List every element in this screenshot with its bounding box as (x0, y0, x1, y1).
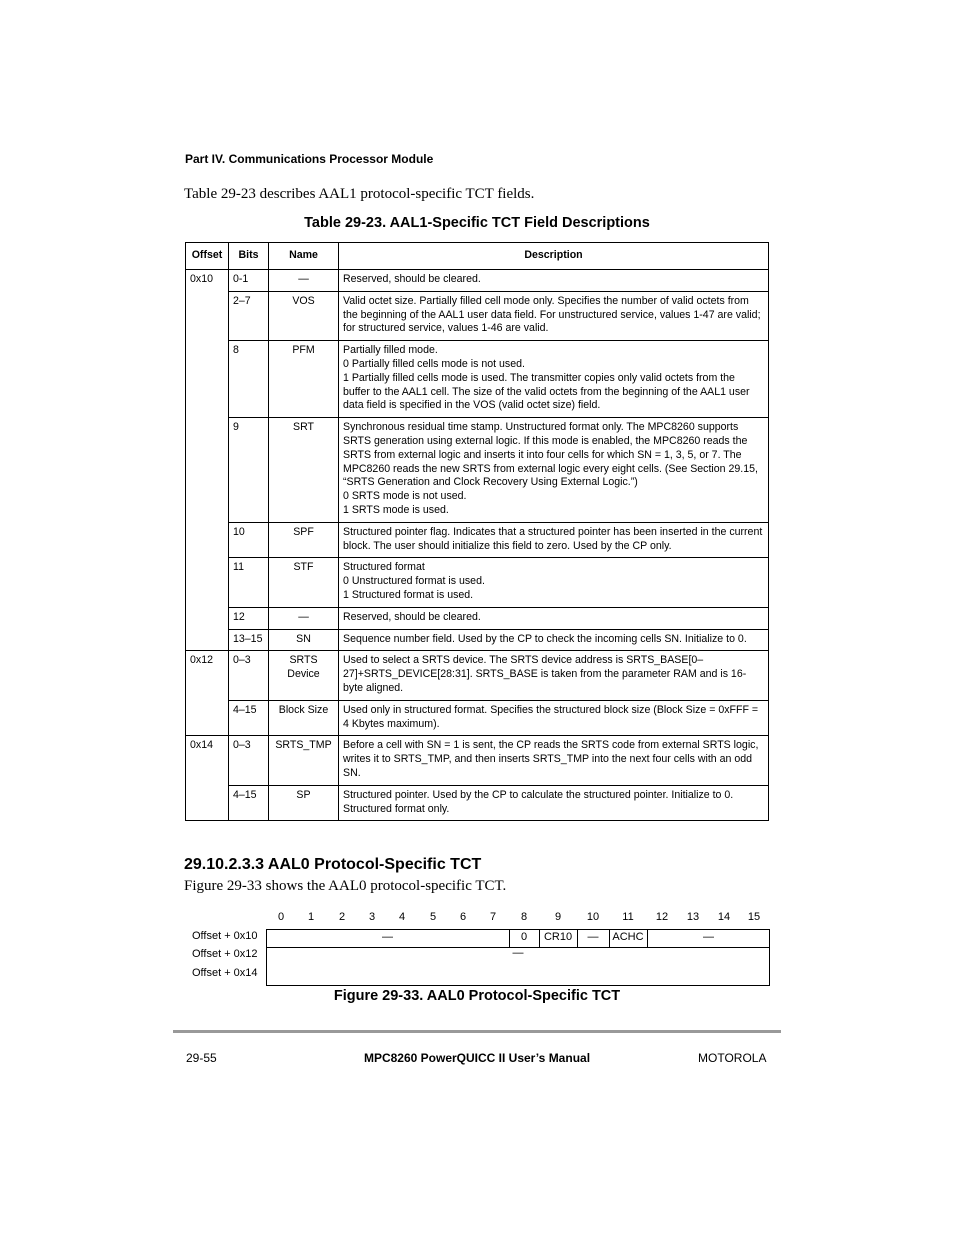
table-row (186, 785, 769, 821)
bits-cell: 0-1 (229, 270, 269, 292)
description-cell (339, 522, 769, 558)
bit-number: 2 (338, 911, 346, 923)
bit-number: 9 (554, 911, 562, 923)
bit-number: 13 (686, 911, 700, 923)
bit-number: 12 (655, 911, 669, 923)
bits-cell: 12 (229, 607, 269, 629)
table-row (186, 270, 769, 292)
column-header-name: Name (269, 243, 339, 270)
description-text: Before a cell with SN = 1 is sent, the CP reads the SRTS code from external SRTS logic, writes it to SRTS_TMP, and then inserts SRTS_TMP into the next four cells with an odd SN. (343, 739, 759, 779)
bit-number: 3 (368, 911, 376, 923)
name-cell: — (269, 607, 339, 629)
reserved-field: — (382, 931, 393, 943)
bits-cell: 2–7 (229, 291, 269, 340)
description-cell (339, 291, 769, 340)
table-row (186, 418, 769, 523)
register-box (266, 929, 770, 986)
bits-cell: 0–3 (229, 736, 269, 785)
bit-number: 8 (520, 911, 528, 923)
name-cell: SPF (269, 522, 339, 558)
offset-cell: 0x12 (186, 651, 229, 736)
description-option: 0 Unstructured format is used. (343, 575, 485, 588)
field-divider (509, 929, 510, 948)
description-option: 1 SRTS mode is used. (343, 503, 449, 516)
row-label: Offset + 0x12 (192, 948, 258, 960)
bit-number: 0 (277, 911, 285, 923)
description-text: Valid octet size. Partially filled cell mode only. Specifies the number of valid octets from the beginning of the AAL1 user data field. For unstructured service, values 1-47 are valid; for structured service, values 1-46 are valid. (343, 294, 761, 335)
bits-cell: 8 (229, 341, 269, 418)
description-cell (339, 341, 769, 418)
bits-cell: 0–3 (229, 651, 269, 700)
bit-number: 11 (622, 911, 634, 923)
table-row (186, 341, 769, 418)
description-cell (339, 418, 769, 523)
field-divider (577, 929, 578, 948)
zero-field: 0 (520, 931, 528, 943)
reserved-field: — (512, 947, 524, 959)
table-row (186, 651, 769, 700)
table-row (186, 607, 769, 629)
manual-title: MPC8260 PowerQUICC II User’s Manual (363, 1051, 591, 1065)
description-cell (339, 607, 769, 629)
description-text: Structured format (343, 561, 425, 574)
bits-cell: 11 (229, 558, 269, 607)
description-option: 1 Partially filled cells mode is used. The transmitter copies only valid octets from the buffer to the AAL1 cell. The size of the valid octets from the beginning of the AAL1 user data field is specified in the VOS (valid octet size) field. (343, 371, 750, 412)
description-text: Reserved, should be cleared. (343, 610, 481, 623)
bit-number: 10 (586, 911, 600, 923)
reserved-field: — (703, 931, 714, 943)
bits-cell: 4–15 (229, 785, 269, 821)
intro-paragraph: Table 29-23 describes AAL1 protocol-specific TCT fields. (184, 186, 535, 202)
section-heading: 29.10.2.3.3 AAL0 Protocol-Specific TCT (184, 856, 482, 873)
bits-cell: 4–15 (229, 700, 269, 736)
description-text: Structured pointer. Used by the CP to calculate the structured pointer. Initialize to 0. Structured format only. (343, 788, 734, 815)
description-cell (339, 736, 769, 785)
bits-cell: 10 (229, 522, 269, 558)
description-cell (339, 651, 769, 700)
bits-cell: 13–15 (229, 629, 269, 651)
name-cell: Block Size (269, 700, 339, 736)
bits-cell: 9 (229, 418, 269, 523)
figure-caption: Figure 29-33. AAL0 Protocol-Specific TCT (333, 988, 621, 1004)
row-divider (266, 947, 770, 948)
field-description-table (185, 242, 769, 821)
description-text: Partially filled mode. (343, 344, 438, 357)
table-header-row (186, 243, 769, 270)
bit-number: 6 (459, 911, 467, 923)
name-cell: PFM (269, 341, 339, 418)
table-caption: Table 29-23. AAL1-Specific TCT Field Descriptions (304, 215, 650, 231)
table-row (186, 700, 769, 736)
row-label: Offset + 0x10 (192, 930, 258, 942)
field-divider (647, 929, 648, 948)
publisher: MOTOROLA (698, 1051, 767, 1065)
description-option: 0 SRTS mode is not used. (343, 490, 467, 503)
name-cell: SP (269, 785, 339, 821)
offset-cell: 0x14 (186, 736, 229, 821)
running-header: Part IV. Communications Processor Module (185, 152, 434, 166)
field-divider (609, 929, 610, 948)
description-cell (339, 270, 769, 292)
table-row (186, 291, 769, 340)
description-text: Structured pointer flag. Indicates that a structured pointer has been inserted in the current block. The user should initialize this field to zero. Used by the CP only. (343, 525, 763, 552)
description-text: Sequence number field. Used by the CP to check the incoming cells SN. Initialize to 0. (343, 632, 747, 645)
bit-number: 4 (398, 911, 406, 923)
description-option: 1 Structured format is used. (343, 588, 474, 601)
achc-field: ACHC (612, 931, 644, 943)
name-cell: SRT (269, 418, 339, 523)
table-row (186, 736, 769, 785)
column-header-description: Description (339, 243, 769, 270)
description-text: Used only in structured format. Specifies the structured block size (Block Size = 0xFFF = 4 Kbytes maximum). (343, 703, 759, 730)
description-cell (339, 700, 769, 736)
bit-number: 15 (747, 911, 761, 923)
name-cell: STF (269, 558, 339, 607)
figure-intro: Figure 29-33 shows the AAL0 protocol-specific TCT. (184, 878, 507, 894)
description-text: Reserved, should be cleared. (343, 273, 481, 285)
bit-number: 1 (307, 911, 315, 923)
table-row (186, 629, 769, 651)
cr10-field: CR10 (543, 931, 573, 943)
offset-cell: 0x10 (186, 270, 229, 651)
table-row (186, 522, 769, 558)
description-cell (339, 785, 769, 821)
name-cell: SN (269, 629, 339, 651)
bit-number: 7 (489, 911, 497, 923)
description-text: Synchronous residual time stamp. Unstructured format only. The MPC8260 supports SRTS generation using external logic. If this mode is enabled, the MPC8260 reads the SRTS from external logic and inserts it into four cells for which SN = 1, 3, 5, or 7. The MPC8260 reads the new SRTS from external logic every eight cells. (See Section 29.15, “SRTS Generation and Clock Recovery Using External Logic.”) (343, 421, 758, 489)
description-option: 0 Partially filled cells mode is not used. (343, 357, 525, 370)
description-cell (339, 558, 769, 607)
row-label: Offset + 0x14 (192, 967, 258, 979)
column-header-offset: Offset (186, 243, 229, 270)
name-cell: VOS (269, 291, 339, 340)
field-divider (539, 929, 540, 948)
description-text: Used to select a SRTS device. The SRTS device address is SRTS_BASE[0–27]+SRTS_DEVICE[28:31]. SRTS_BASE is taken from the parameter RAM and is 16-byte aligned. (343, 654, 747, 694)
reserved-field: — (587, 931, 599, 943)
table-row (186, 558, 769, 607)
name-cell: SRTS_TMP (269, 736, 339, 785)
name-cell: SRTS Device (269, 651, 339, 700)
page-number: 29-55 (186, 1051, 217, 1065)
column-header-bits: Bits (229, 243, 269, 270)
name-cell: — (269, 270, 339, 292)
footer-divider (173, 1030, 781, 1033)
bit-number: 5 (429, 911, 437, 923)
description-cell (339, 629, 769, 651)
bit-number: 14 (717, 911, 731, 923)
